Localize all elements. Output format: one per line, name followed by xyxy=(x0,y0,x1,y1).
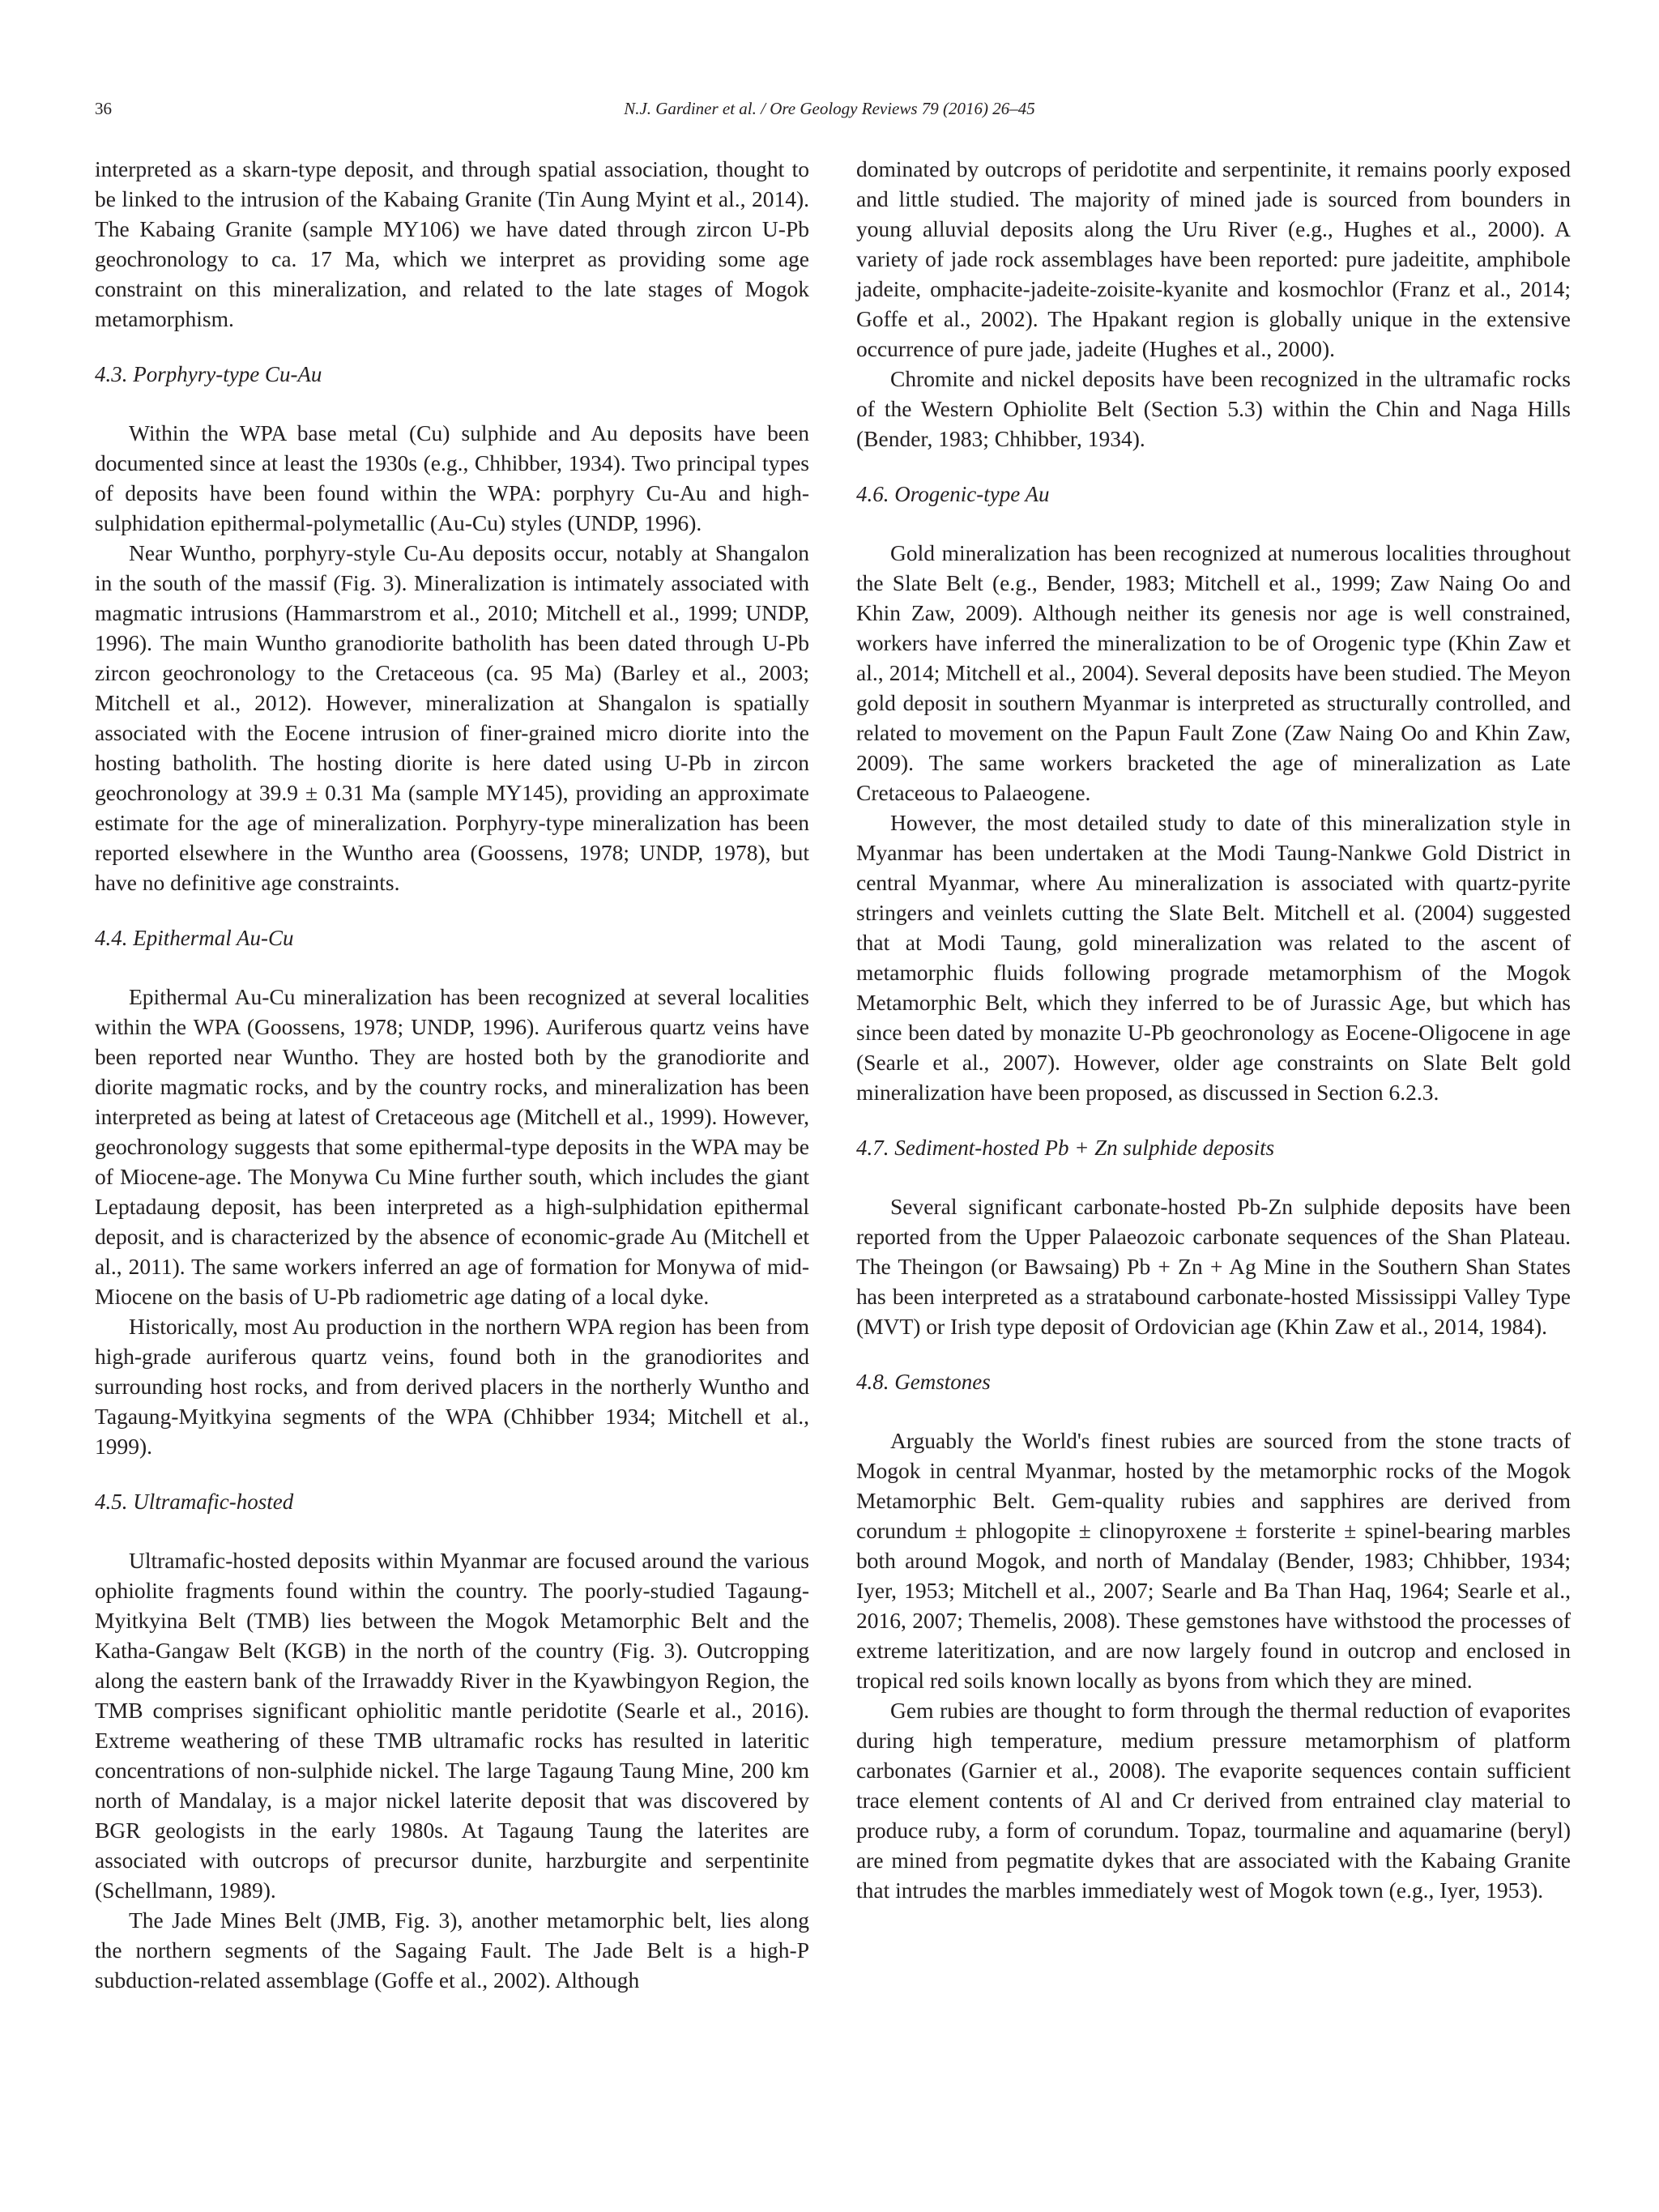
paragraph: Chromite and nickel deposits have been recognized in the ultramafic rocks of the Western Ophiolite Belt (Section 5.3) within the Chin and Naga Hills (Bender, 1983; Chhibber, 1934). xyxy=(856,366,1571,451)
paragraph: The Jade Mines Belt (JMB, Fig. 3), another metamorphic belt, lies along the northern segments of the Sagaing Fault. The Jade Belt is a high-P subduction-related assemblage (Goffe et al., 2002). Although xyxy=(95,1907,809,1993)
paragraph: Several significant carbonate-hosted Pb-Zn sulphide deposits have been reported from the Upper Palaeozoic carbonate sequences of the Shan Plateau. The Theingon (or Bawsaing) Pb + Zn + Ag Mine in the Southern Shan States has been interpreted as a stratabound carbonate-hosted Mississippi Valley Type (MVT) or Irish type deposit of Ordovician age (Khin Zaw et al., 2014, 1984). xyxy=(856,1194,1571,1339)
running-header xyxy=(95,99,1564,131)
paragraph: Ultramafic-hosted deposits within Myanmar are focused around the various ophiolite fragments found within the country. The poorly-studied Tagaung-Myitkyina Belt (TMB) lies between the Mogok Metamorphic Belt and the Katha-Gangaw Belt (KGB) in the north of the country (Fig. 3). Outcropping along the eastern bank of the Irrawaddy River in the Kyawbingyon Region, the TMB comprises significant ophiolitic mantle peridotite (Searle et al., 2016). Extreme weathering of these TMB ultramafic rocks has resulted in lateritic concentrations of non-sulphide nickel. The large Tagaung Taung Mine, 200 km north of Mandalay, is a major nickel laterite deposit that was discovered by BGR geologists in the early 1980s. At Tagaung Taung the laterites are associated with outcrops of precursor dunite, harzburgite and serpentinite (Schellmann, 1989). xyxy=(95,1548,809,1903)
paragraph: interpreted as a skarn-type deposit, and through spatial association, thought to be linked to the intrusion of the Kabaing Granite (Tin Aung Myint et al., 2014). The Kabaing Granite (sample MY106) we have dated through zircon U-Pb geochronology to ca. 17 Ma, which we interpret as providing some age constraint on this mineralization, and related to the late stages of Mogok metamorphism. xyxy=(95,156,809,331)
paragraph: Epithermal Au-Cu mineralization has been recognized at several localities within the WPA (Goossens, 1978; UNDP, 1996). Auriferous quartz veins have been reported near Wuntho. They are hosted both by the granodiorite and diorite magmatic rocks, and by the country rocks, and mineralization has been interpreted as being at latest of Cretaceous age (Mitchell et al., 1999). However, geochronology suggests that some epithermal-type deposits in the WPA may be of Miocene-age. The Monywa Cu Mine further south, which includes the giant Leptadaung deposit, has been interpreted as a high-sulphidation epithermal deposit, and is characterized by the absence of economic-grade Au (Mitchell et al., 2011). The same workers inferred an age of formation for Monywa of mid-Miocene on the basis of U-Pb radiometric age dating of a local dyke. xyxy=(95,984,809,1309)
section-heading-4-8: 4.8. Gemstones xyxy=(856,1370,991,1394)
paragraph: Arguably the World's finest rubies are sourced from the stone tracts of Mogok in central Myanmar, hosted by the metamorphic rocks of the Mogok Metamorphic Belt. Gem-quality rubies and sapphires are derived from corundum ± phlogopite ± clinopyroxene ± forsterite ± spinel-bearing marbles both around Mogok, and north of Mandalay (Bender, 1983; Chhibber, 1934; Iyer, 1953; Mitchell et al., 2007; Searle and Ba Than Haq, 1964; Searle et al., 2016, 2007; Themelis, 2008). These gemstones have withstood the processes of extreme lateritization, and are now largely found in outcrop and enclosed in tropical red soils known locally as byons from which they are mined. xyxy=(856,1428,1571,1693)
page-number: 36 xyxy=(95,99,112,118)
paragraph: Within the WPA base metal (Cu) sulphide and Au deposits have been documented since at least the 1930s (e.g., Chhibber, 1934). Two principal types of deposits have been found within the WPA: porphyry Cu-Au and high-sulphidation epithermal-polymetallic (Au-Cu) styles (UNDP, 1996). xyxy=(95,420,809,535)
paragraph: Gold mineralization has been recognized at numerous localities throughout the Slate Belt (e.g., Bender, 1983; Mitchell et al., 1999; Zaw Naing Oo and Khin Zaw, 2009). Although neither its genesis nor age is well constrained, workers have inferred the mineralization to be of Orogenic type (Khin Zaw et al., 2014; Mitchell et al., 2004). Several deposits have been studied. The Meyon gold deposit in southern Myanmar is interpreted as structurally controlled, and related to movement on the Papun Fault Zone (Zaw Naing Oo and Khin Zaw, 2009). The same workers bracketed the age of mineralization as Late Cretaceous to Palaeogene. xyxy=(856,540,1571,805)
left-column xyxy=(95,154,809,1995)
paragraph: dominated by outcrops of peridotite and serpentinite, it remains poorly exposed and little studied. The majority of mined jade is sourced from bounders in young alluvial deposits along the Uru River (e.g., Hughes et al., 2000). A variety of jade rock assemblages have been reported: pure jadeitite, amphibole jadeite, omphacite-jadeite-zoisite-kyanite and kosmochlor (Franz et al., 2014; Goffe et al., 2002). The Hpakant region is globally unique in the extensive occurrence of pure jade, jadeite (Hughes et al., 2000). xyxy=(856,156,1571,361)
paragraph: Near Wuntho, porphyry-style Cu-Au deposits occur, notably at Shangalon in the south of the massif (Fig. 3). Mineralization is intimately associated with magmatic intrusions (Hammarstrom et al., 2010; Mitchell et al., 1999; UNDP, 1996). The main Wuntho granodiorite batholith has been dated through U-Pb zircon geochronology to the Cretaceous (ca. 95 Ma) (Barley et al., 2003; Mitchell et al., 2012). However, mineralization at Shangalon is spatially associated with the Eocene intrusion of finer-grained micro diorite into the hosting batholith. The hosting diorite is here dated using U-Pb in zircon geochronology at 39.9 ± 0.31 Ma (sample MY145), providing an approximate estimate for the age of mineralization. Porphyry-type mineralization has been reported elsewhere in the Wuntho area (Goossens, 1978; UNDP, 1978), but have no definitive age constraints. xyxy=(95,540,809,895)
section-heading-4-5: 4.5. Ultramafic-hosted xyxy=(95,1490,294,1514)
paragraph: Historically, most Au production in the northern WPA region has been from high-grade auriferous quartz veins, found both in the granodiorites and surrounding host rocks, and from derived placers in the northerly Wuntho and Tagaung-Myitkyina segments of the WPA (Chhibber 1934; Mitchell et al., 1999). xyxy=(95,1314,809,1459)
journal-citation: N.J. Gardiner et al. / Ore Geology Reviews 79 (2016) 26–45 xyxy=(624,99,1035,118)
paragraph: Gem rubies are thought to form through the thermal reduction of evaporites during high temperature, medium pressure metamorphism of platform carbonates (Garnier et al., 2008). The evaporite sequences contain sufficient trace element contents of Al and Cr derived from entrained clay material to produce ruby, a form of corundum. Topaz, tourmaline and aquamarine (beryl) are mined from pegmatite dykes that are associated with the Kabaing Granite that intrudes the marbles immediately west of Mogok town (e.g., Iyer, 1953). xyxy=(856,1698,1571,1903)
section-heading-4-3: 4.3. Porphyry-type Cu-Au xyxy=(95,362,322,386)
section-heading-4-7: 4.7. Sediment-hosted Pb + Zn sulphide deposits xyxy=(856,1136,1275,1160)
right-column xyxy=(856,154,1571,1905)
section-heading-4-4: 4.4. Epithermal Au-Cu xyxy=(95,926,294,950)
section-heading-4-6: 4.6. Orogenic-type Au xyxy=(856,482,1050,506)
paragraph: However, the most detailed study to date of this mineralization style in Myanmar has been undertaken at the Modi Taung-Nankwe Gold District in central Myanmar, where Au mineralization is associated with quartz-pyrite stringers and veinlets cutting the Slate Belt. Mitchell et al. (2004) suggested that at Modi Taung, gold mineralization was related to the ascent of metamorphic fluids following prograde metamorphism of the Mogok Metamorphic Belt, which they inferred to be of Jurassic Age, but which has since been dated by monazite U-Pb geochronology as Eocene-Oligocene in age (Searle et al., 2007). However, older age constraints on Slate Belt gold mineralization have been proposed, as discussed in Section 6.2.3. xyxy=(856,810,1571,1105)
